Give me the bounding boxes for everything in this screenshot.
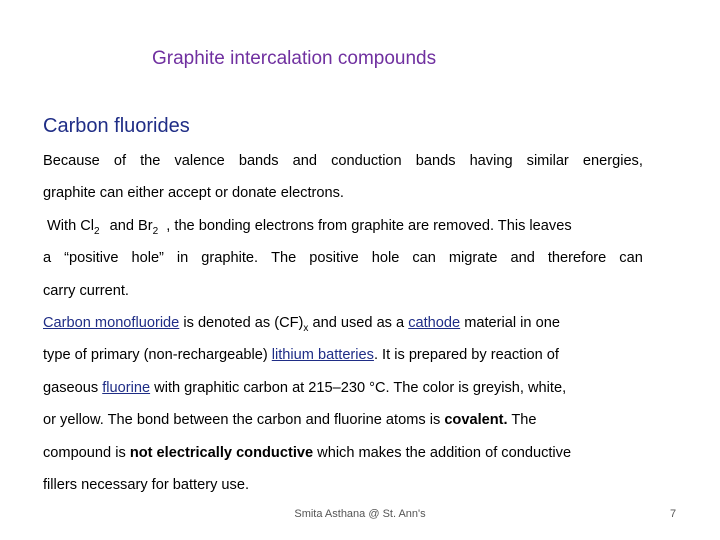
word: and — [510, 250, 535, 266]
paragraph-3-line-4 — [43, 412, 537, 428]
subscript: 2 — [152, 225, 159, 237]
text-segment: type of primary (non-rechargeable) — [43, 347, 272, 363]
paragraph-1-line-1 — [43, 153, 643, 169]
text-segment: compound is — [43, 445, 130, 461]
paragraph-1-line-2 — [43, 185, 344, 201]
paragraph-3-line-1 — [43, 315, 560, 334]
text-segment: carry current. — [43, 283, 129, 299]
subscript: 2 — [94, 225, 100, 237]
word: energies, — [582, 153, 643, 169]
word: hole — [371, 250, 400, 266]
footer-credit: Smita Asthana @ St. Ann's — [294, 508, 426, 520]
word: The — [271, 250, 297, 266]
word: valence — [174, 153, 225, 169]
word: migrate — [448, 250, 498, 266]
word: bands — [238, 153, 279, 169]
bold-text: not electrically conductive — [129, 445, 314, 461]
text-segment: with graphitic carbon at 215–230 °C. The color is greyish, white, — [150, 380, 567, 396]
word: “positive — [64, 250, 119, 266]
text-segment: With Cl — [47, 218, 95, 234]
carbon-monofluoride-link[interactable]: Carbon monofluoride — [43, 315, 180, 331]
text-segment: The — [507, 412, 537, 428]
paragraph-3-line-5 — [43, 445, 571, 461]
text-segment: is denoted as (CF) — [179, 315, 304, 331]
word: in — [176, 250, 189, 266]
word: having — [469, 153, 513, 169]
word: positive — [309, 250, 359, 266]
word: a — [43, 250, 52, 266]
text-segment: or yellow. The bond between the carbon and fluorine atoms is — [43, 412, 445, 428]
text-segment: and Br — [109, 218, 153, 234]
word: can — [619, 250, 643, 266]
paragraph-2-line-2 — [43, 250, 643, 266]
paragraph-2-line-1 — [47, 218, 572, 237]
paragraph-3-line-3 — [43, 380, 566, 396]
text-segment: fillers necessary for battery use. — [43, 477, 250, 493]
subscript: x — [303, 322, 309, 334]
bold-text: covalent. — [444, 412, 508, 428]
text-segment: . It is prepared by reaction of — [373, 347, 559, 363]
text-segment: and used as a — [308, 315, 409, 331]
paragraph-3-line-6 — [43, 477, 249, 493]
text-segment: graphite can either accept or donate electrons. — [43, 185, 344, 201]
word: the — [140, 153, 161, 169]
paragraph-2-line-3 — [43, 283, 129, 299]
word: can — [412, 250, 436, 266]
text-segment: , the bonding electrons from graphite are removed. This leaves — [166, 218, 572, 234]
paragraph-3-line-2 — [43, 347, 559, 363]
word: similar — [526, 153, 569, 169]
word: bands — [415, 153, 456, 169]
text-segment: which makes the addition of conductive — [313, 445, 572, 461]
word: Because — [43, 153, 100, 169]
lithium-batteries-link[interactable]: lithium batteries — [271, 347, 374, 363]
word: hole” — [131, 250, 164, 266]
slide-subtitle: Carbon fluorides — [43, 115, 190, 137]
cathode-link[interactable]: cathode — [408, 315, 461, 331]
word: and — [292, 153, 318, 169]
slide-title: Graphite intercalation compounds — [152, 48, 437, 69]
page-number: 7 — [670, 508, 677, 520]
word: therefore — [547, 250, 607, 266]
word: conduction — [331, 153, 402, 169]
text-segment: material in one — [460, 315, 560, 331]
word: of — [113, 153, 127, 169]
word: graphite. — [201, 250, 259, 266]
fluorine-link[interactable]: fluorine — [102, 380, 151, 396]
text-segment: gaseous — [43, 380, 103, 396]
